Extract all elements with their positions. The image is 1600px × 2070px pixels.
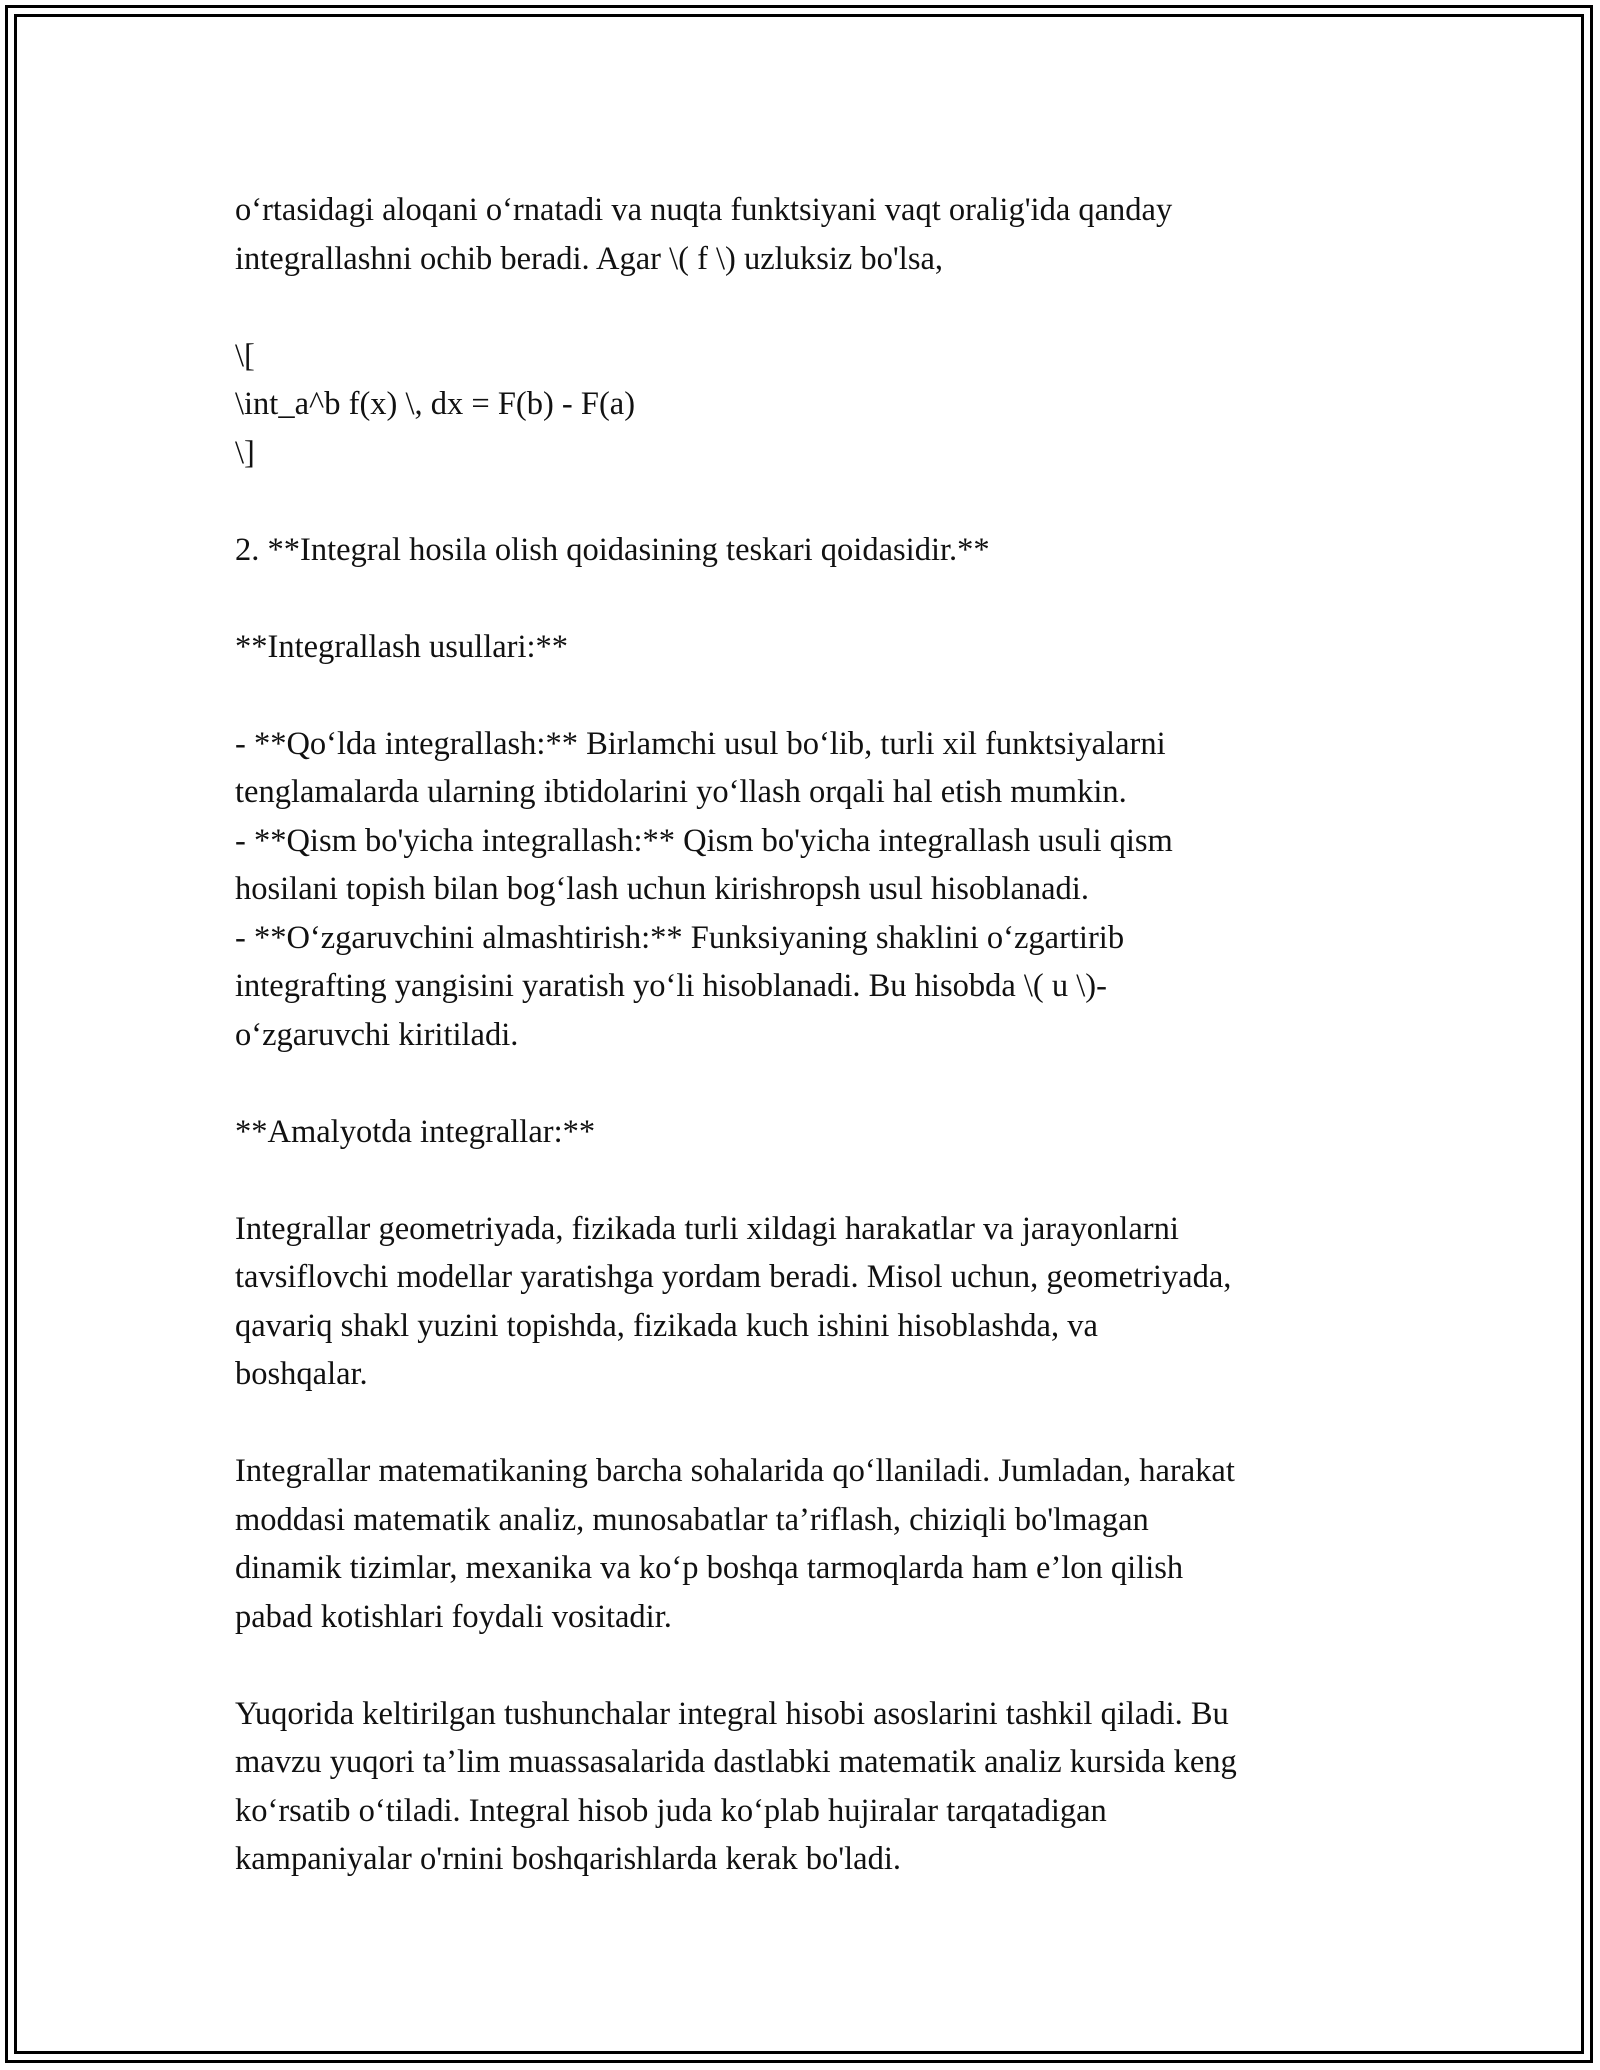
blank-line xyxy=(235,477,1385,526)
text-line: o‘rtasidagi aloqani o‘rnatadi va nuqta funktsiyani vaqt oralig'ida qanday xyxy=(235,192,1173,228)
formula-close: \] xyxy=(235,434,255,471)
formula-body: \int_a^b f(x) \, dx = F(b) - F(a) xyxy=(235,386,636,422)
text-line: tavsiflovchi modellar yaratishga yordam beradi. Misol uchun, geometriyada, xyxy=(235,1259,1232,1295)
bullet-item: - **Qism bo'yicha integrallash:** Qism bo'yicha integrallash usuli qism xyxy=(235,822,1173,859)
text-line: o‘zgaruvchi kiritiladi. xyxy=(235,1016,519,1053)
blank-line xyxy=(235,1641,1385,1690)
formula-open: \[ xyxy=(235,337,255,374)
text-line: Integrallar geometriyada, fizikada turli xildagi harakatlar va jarayonlarni xyxy=(235,1210,1179,1247)
text-line: moddasi matematik analiz, munosabatlar ta’riflash, chiziqli bo'lmagan xyxy=(235,1501,1149,1538)
text-line: kampaniyalar o'rnini boshqarishlarda kerak bo'ladi. xyxy=(235,1841,902,1877)
text-line: dinamik tizimlar, mexanika va ko‘p boshqa tarmoqlarda ham e’lon qilish xyxy=(235,1550,1184,1586)
text-line: qavariq shakl yuzini topishda, fizikada kuch ishini hisoblashda, va xyxy=(235,1307,1098,1344)
text-line: pabad kotishlari foydali vositadir. xyxy=(235,1598,672,1635)
numbered-item: 2. **Integral hosila olish qoidasining teskari qoidasidir.** xyxy=(235,531,990,568)
text-line: mavzu yuqori ta’lim muassasalarida dastlabki matematik analiz kursida keng xyxy=(235,1744,1237,1780)
blank-line xyxy=(235,1059,1385,1108)
text-line: ko‘rsatib o‘tiladi. Integral hisob juda ko‘plab hujiralar tarqatadigan xyxy=(235,1792,1107,1829)
text-line: hosilani topish bilan bog‘lash uchun kirishropsh usul hisoblanadi. xyxy=(235,871,1089,907)
blank-line xyxy=(235,671,1385,720)
section-heading: **Integrallash usullari:** xyxy=(235,628,569,665)
section-heading: **Amalyotda integrallar:** xyxy=(235,1113,596,1150)
text-line: integrafting yangisini yaratish yo‘li hisoblanadi. Bu hisobda \( u \)- xyxy=(235,968,1107,1004)
bullet-item: - **O‘zgaruvchini almashtirish:** Funksiyaning shaklini o‘zgartirib xyxy=(235,919,1125,956)
bullet-item: - **Qo‘lda integrallash:** Birlamchi usul bo‘lib, turli xil funktsiyalarni xyxy=(235,725,1166,762)
document-body xyxy=(235,186,1385,1884)
text-line: boshqalar. xyxy=(235,1356,368,1392)
blank-line xyxy=(235,1399,1385,1448)
blank-line xyxy=(235,1156,1385,1205)
blank-line xyxy=(235,283,1385,332)
text-line: Yuqorida keltirilgan tushunchalar integral hisobi asoslarini tashkil qiladi. Bu xyxy=(235,1695,1229,1732)
blank-line xyxy=(235,574,1385,623)
text-line: Integrallar matematikaning barcha sohalarida qo‘llaniladi. Jumladan, harakat xyxy=(235,1453,1235,1489)
text-line: integrallashni ochib beradi. Agar \( f \) uzluksiz bo'lsa, xyxy=(235,240,944,277)
text-line: tenglamalarda ularning ibtidolarini yo‘llash orqali hal etish mumkin. xyxy=(235,774,1127,810)
